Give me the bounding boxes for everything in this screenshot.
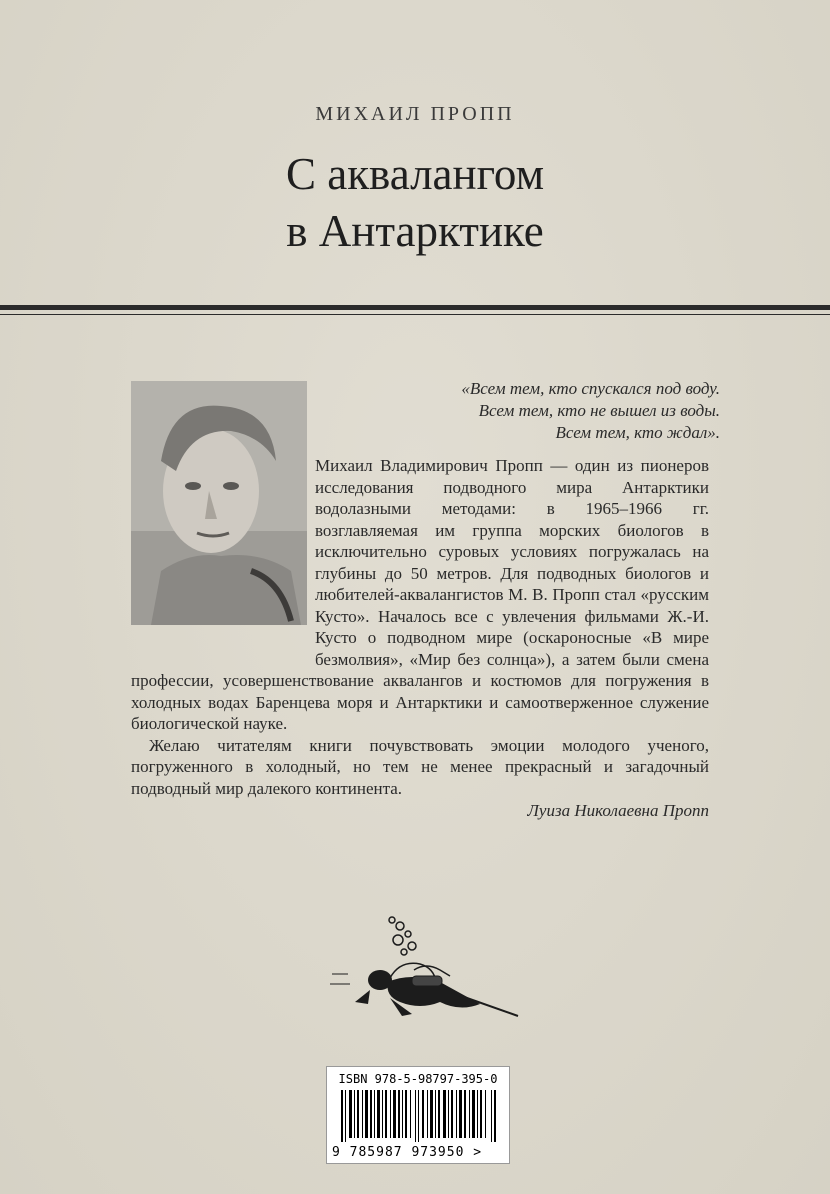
divider-thin (0, 314, 830, 315)
epigraph (300, 378, 720, 444)
title-line-1: С аквалангом (285, 149, 545, 199)
divider-thick (0, 305, 830, 310)
epigraph-line-3: Всем тем, кто ждал». (555, 423, 720, 442)
paragraph-1: Михаил Владимирович Пропп — один из пионеров исследования подводного мира Антарктики водолазными методами: в 1965–1966 гг. возглавляемая им группа морских биологов в исключительно суровых условиях погружалась на глубины до 50 метров. Для подводных биологов и любителей-аквалангистов М. В. Пропп стал «русским Кусто». Началось все с увлечения фильмами Ж.-И. Кусто о подводном мире (оскароносные «В мире безмолвия», «Мир без солнца»), а затем были смена профессии, усовершенствование аквалангов и костюмов для погружения в холодных водах Баренцева моря и Антарктики и самоотверженное служение биологической науке. (131, 456, 709, 733)
author-name: МИХАИЛ ПРОПП (315, 103, 515, 125)
epigraph-line-2: Всем тем, кто не вышел из воды. (478, 401, 720, 420)
paragraph-2: Желаю читателям книги почувствовать эмоции молодого ученого, погруженного в холодный, но тем не менее прекрасный и загадочный подводный мир далекого континента. (131, 735, 709, 798)
diver-illustration (330, 912, 520, 1027)
book-title (0, 146, 830, 260)
barcode (341, 1090, 497, 1142)
title-line-2: в Антарктике (286, 206, 544, 256)
barcode-digits: 9 785987 973950 > (332, 1145, 483, 1160)
isbn-label: ISBN 978-5-98797-395-0 (338, 1072, 498, 1086)
isbn-barcode-panel (326, 1066, 510, 1164)
annotation-text (131, 455, 709, 822)
signature: Луиза Николаевна Пропп (527, 801, 709, 820)
photo-spacer (131, 455, 315, 650)
epigraph-line-1: «Всем тем, кто спускался под воду. (461, 379, 720, 398)
